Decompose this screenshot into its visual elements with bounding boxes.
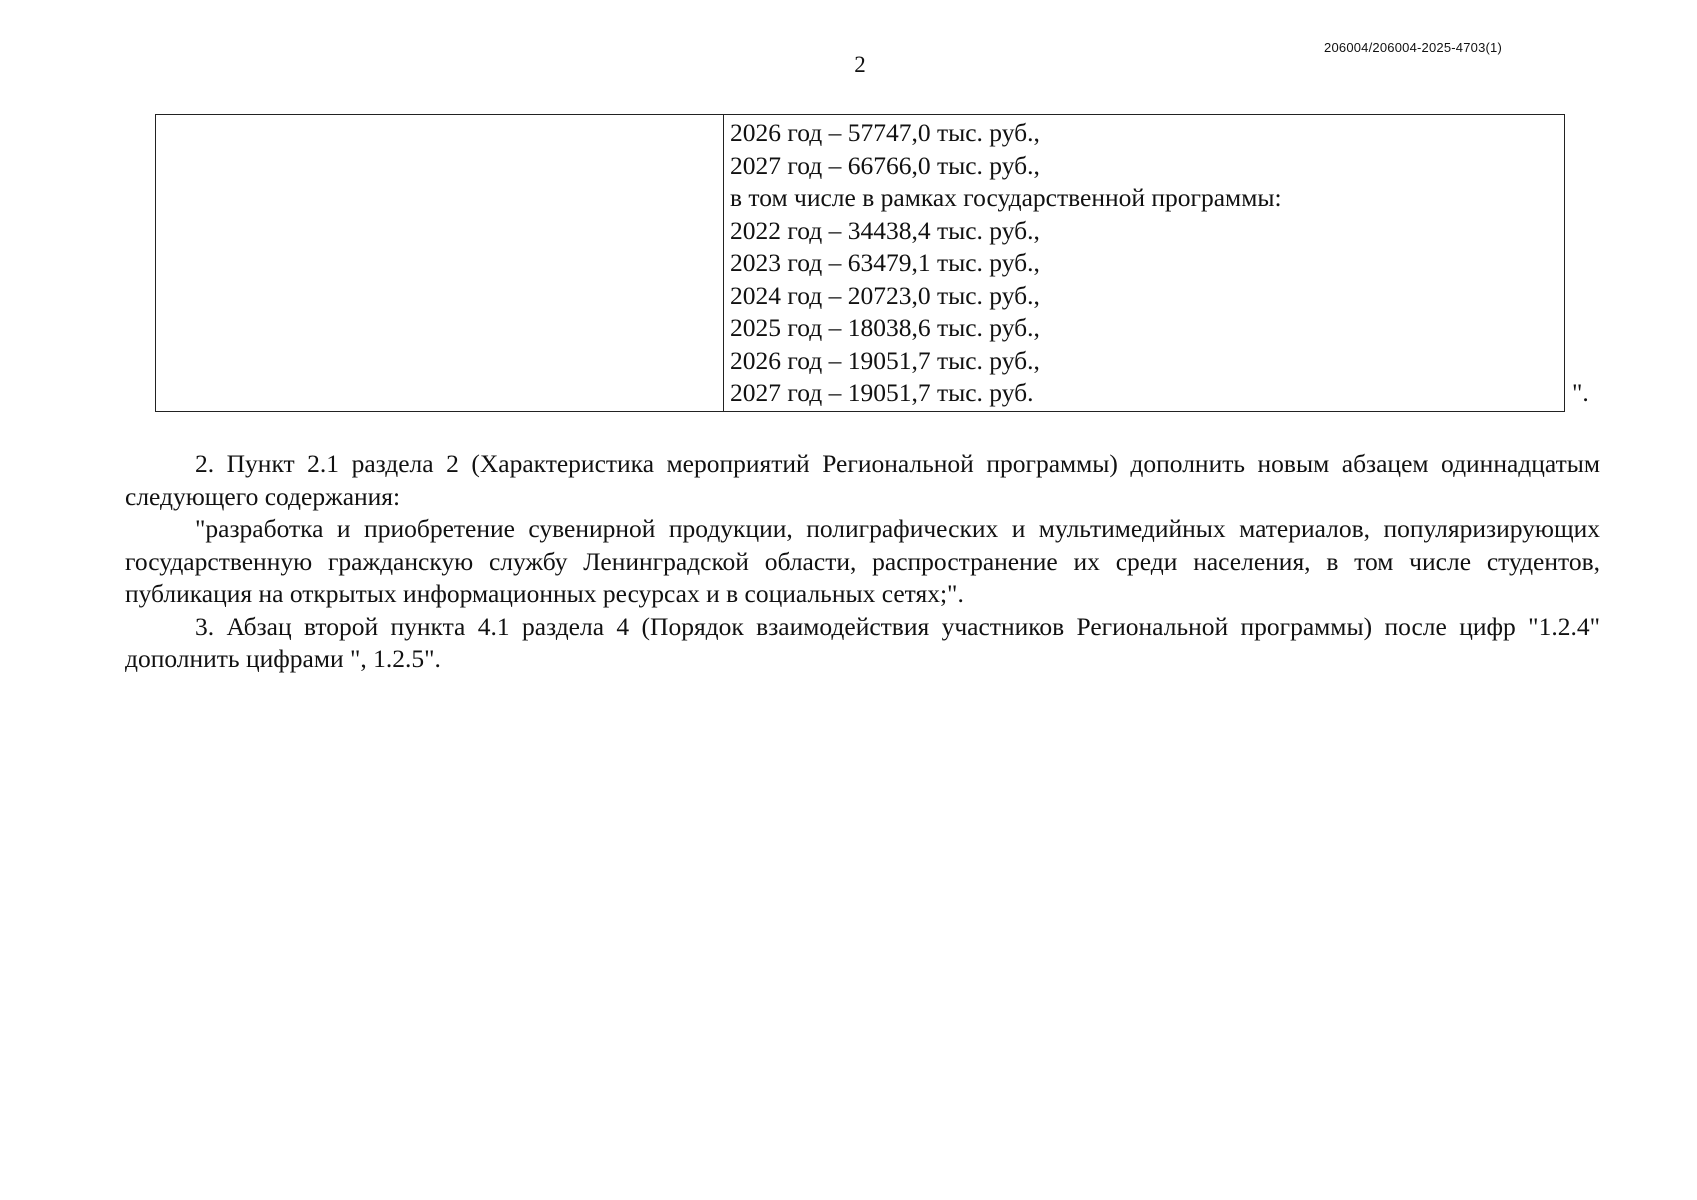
- funding-table: [155, 114, 1565, 412]
- table-closing-quote: ".: [1572, 378, 1589, 407]
- funding-line: в том числе в рамках государственной программы:: [730, 183, 1282, 212]
- paragraph-quoted-text: "разработка и приобретение сувенирной продукции, полиграфических и мультимедийных материалов, популяризирующих государственную гражданскую службу Ленинградской области, распространение их среди населения, в том числе студентов, публикация на открытых информационных ресурсах и в социальных сетях;".: [125, 514, 1600, 608]
- funding-line: 2027 год – 66766,0 тыс. руб.,: [730, 150, 1040, 180]
- funding-line: 2022 год – 34438,4 тыс. руб.,: [730, 215, 1040, 245]
- paragraph-item-3: 3. Абзац второй пункта 4.1 раздела 4 (Порядок взаимодействия участников Региональной программы) после цифр "1.2.4" дополнить цифрами ", 1.2.5".: [125, 611, 1600, 673]
- funding-line: 2027 год – 19051,7 тыс. руб.: [730, 378, 1034, 407]
- document-id: 206004/206004-2025-4703(1): [1324, 40, 1502, 55]
- funding-line: 2024 год – 20723,0 тыс. руб.,: [730, 280, 1040, 310]
- funding-line: 2026 год – 57747,0 тыс. руб.,: [730, 118, 1040, 147]
- document-body: [125, 448, 1600, 676]
- funding-line: 2023 год – 63479,1 тыс. руб.,: [730, 248, 1040, 277]
- page-number: 2: [854, 52, 866, 77]
- paragraph-item-2: 2. Пункт 2.1 раздела 2 (Характеристика мероприятий Региональной программы) дополнить новым абзацем одиннадцатым следующего содержания:: [125, 449, 1600, 511]
- funding-line: 2025 год – 18038,6 тыс. руб.,: [730, 313, 1040, 342]
- table-left-cell: [156, 115, 724, 411]
- funding-line: 2026 год – 19051,7 тыс. руб.,: [730, 345, 1040, 375]
- table-right-cell: [724, 115, 1564, 411]
